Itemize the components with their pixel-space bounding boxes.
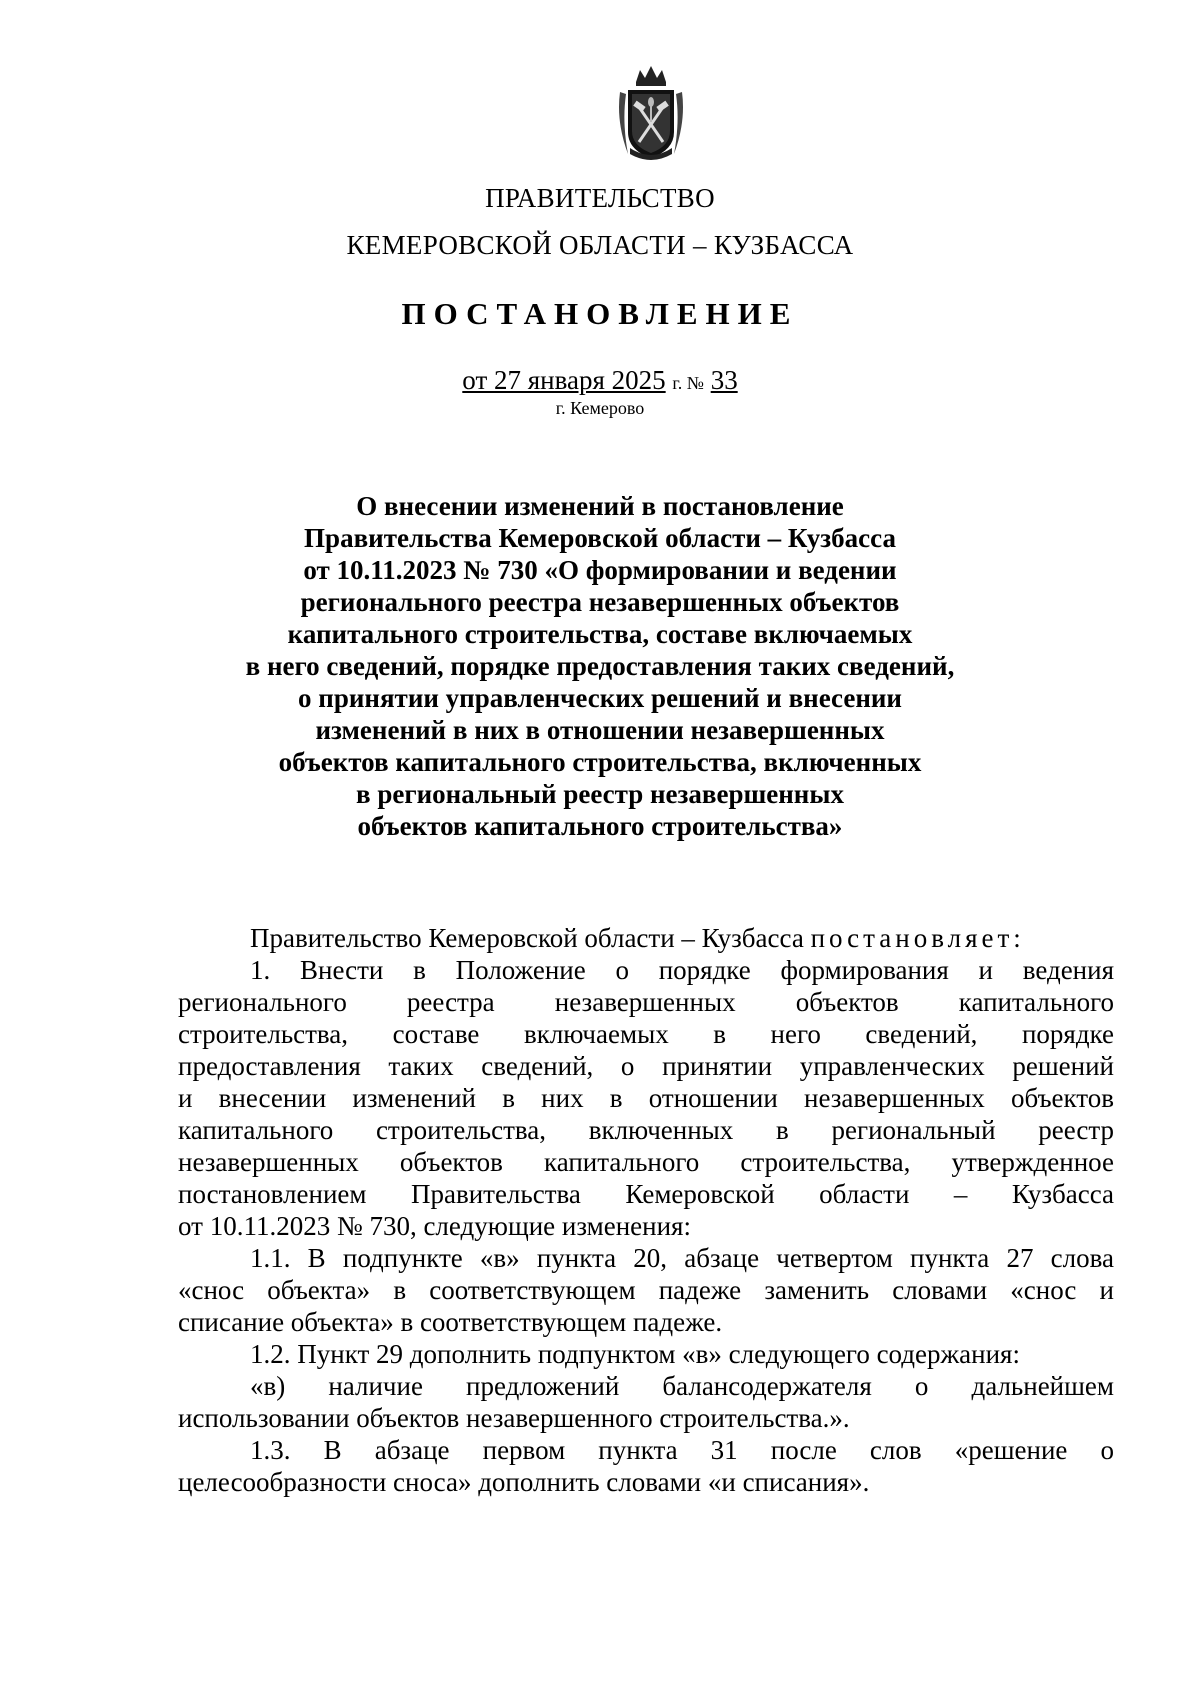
body-line: капитального строительства, включенных в региональный реестр	[178, 1115, 1114, 1145]
preamble	[250, 923, 1025, 954]
year-number-label: г. №	[672, 373, 704, 393]
body-line: и внесении изменений в них в отношении незавершенных объектов	[178, 1083, 1114, 1113]
title-line: от 10.11.2023 № 730 «О формировании и ведении	[303, 555, 897, 585]
title-line: О внесении изменений в постановление	[356, 491, 844, 521]
body-line: 1.3. В абзаце первом пункта 31 после слов «решение о	[250, 1435, 1114, 1465]
body-line: предоставления таких сведений, о принятии управленческих решений	[178, 1051, 1114, 1081]
body-line: от 10.11.2023 № 730, следующие изменения:	[178, 1211, 691, 1241]
preamble-text: Правительство Кемеровской области – Кузбасса	[250, 923, 804, 953]
body-line: 1. Внести в Положение о порядке формирования и ведения	[250, 955, 1114, 985]
document-date: от 27 января 2025	[462, 365, 666, 395]
coat-of-arms-icon	[614, 62, 688, 162]
body-line: незавершенных объектов капитального строительства, утвержденное	[178, 1147, 1114, 1177]
body-line: «снос объекта» в соответствующем падеже заменить словами «снос и	[178, 1275, 1114, 1305]
body-line: постановлением Правительства Кемеровской области – Кузбасса	[178, 1179, 1114, 1209]
body-line: использовании объектов незавершенного строительства.».	[178, 1403, 850, 1433]
title-line: регионального реестра незавершенных объектов	[300, 587, 900, 617]
body-line: списание объекта» в соответствующем падеже.	[178, 1307, 723, 1337]
title-line: капитального строительства, составе включаемых	[287, 619, 913, 649]
date-number-line	[0, 365, 1200, 396]
body-line: целесообразности сноса» дополнить словами «и списания».	[178, 1467, 870, 1497]
government-name-line2: КЕМЕРОВСКОЙ ОБЛАСТИ – КУЗБАССА	[346, 230, 854, 260]
document-number: 33	[710, 365, 738, 395]
title-line: Правительства Кемеровской области – Кузбасса	[304, 523, 896, 553]
body-line: строительства, составе включаемых в него сведений, порядке	[178, 1019, 1114, 1049]
preamble-verb: постановляет:	[810, 923, 1025, 953]
body-line: 1.1. В подпункте «в» пункта 20, абзаце четвертом пункта 27 слова	[250, 1243, 1114, 1273]
document-type: ПОСТАНОВЛЕНИЕ	[401, 296, 799, 331]
government-name-line1: ПРАВИТЕЛЬСТВО	[485, 183, 715, 213]
title-line: в него сведений, порядке предоставления таких сведений,	[245, 651, 955, 681]
title-line: объектов капитального строительства»	[357, 811, 843, 841]
body-line: регионального реестра незавершенных объектов капитального	[178, 987, 1114, 1017]
title-line: объектов капитального строительства, включенных	[278, 747, 922, 777]
title-line: о принятии управленческих решений и внесении	[298, 683, 902, 713]
title-line: в региональный реестр незавершенных	[356, 779, 844, 809]
city: г. Кемерово	[555, 398, 645, 418]
title-line: изменений в них в отношении незавершенных	[315, 715, 885, 745]
body-line: «в) наличие предложений балансодержателя о дальнейшем	[250, 1371, 1114, 1401]
body-line: 1.2. Пункт 29 дополнить подпунктом «в» следующего содержания:	[250, 1339, 1020, 1369]
